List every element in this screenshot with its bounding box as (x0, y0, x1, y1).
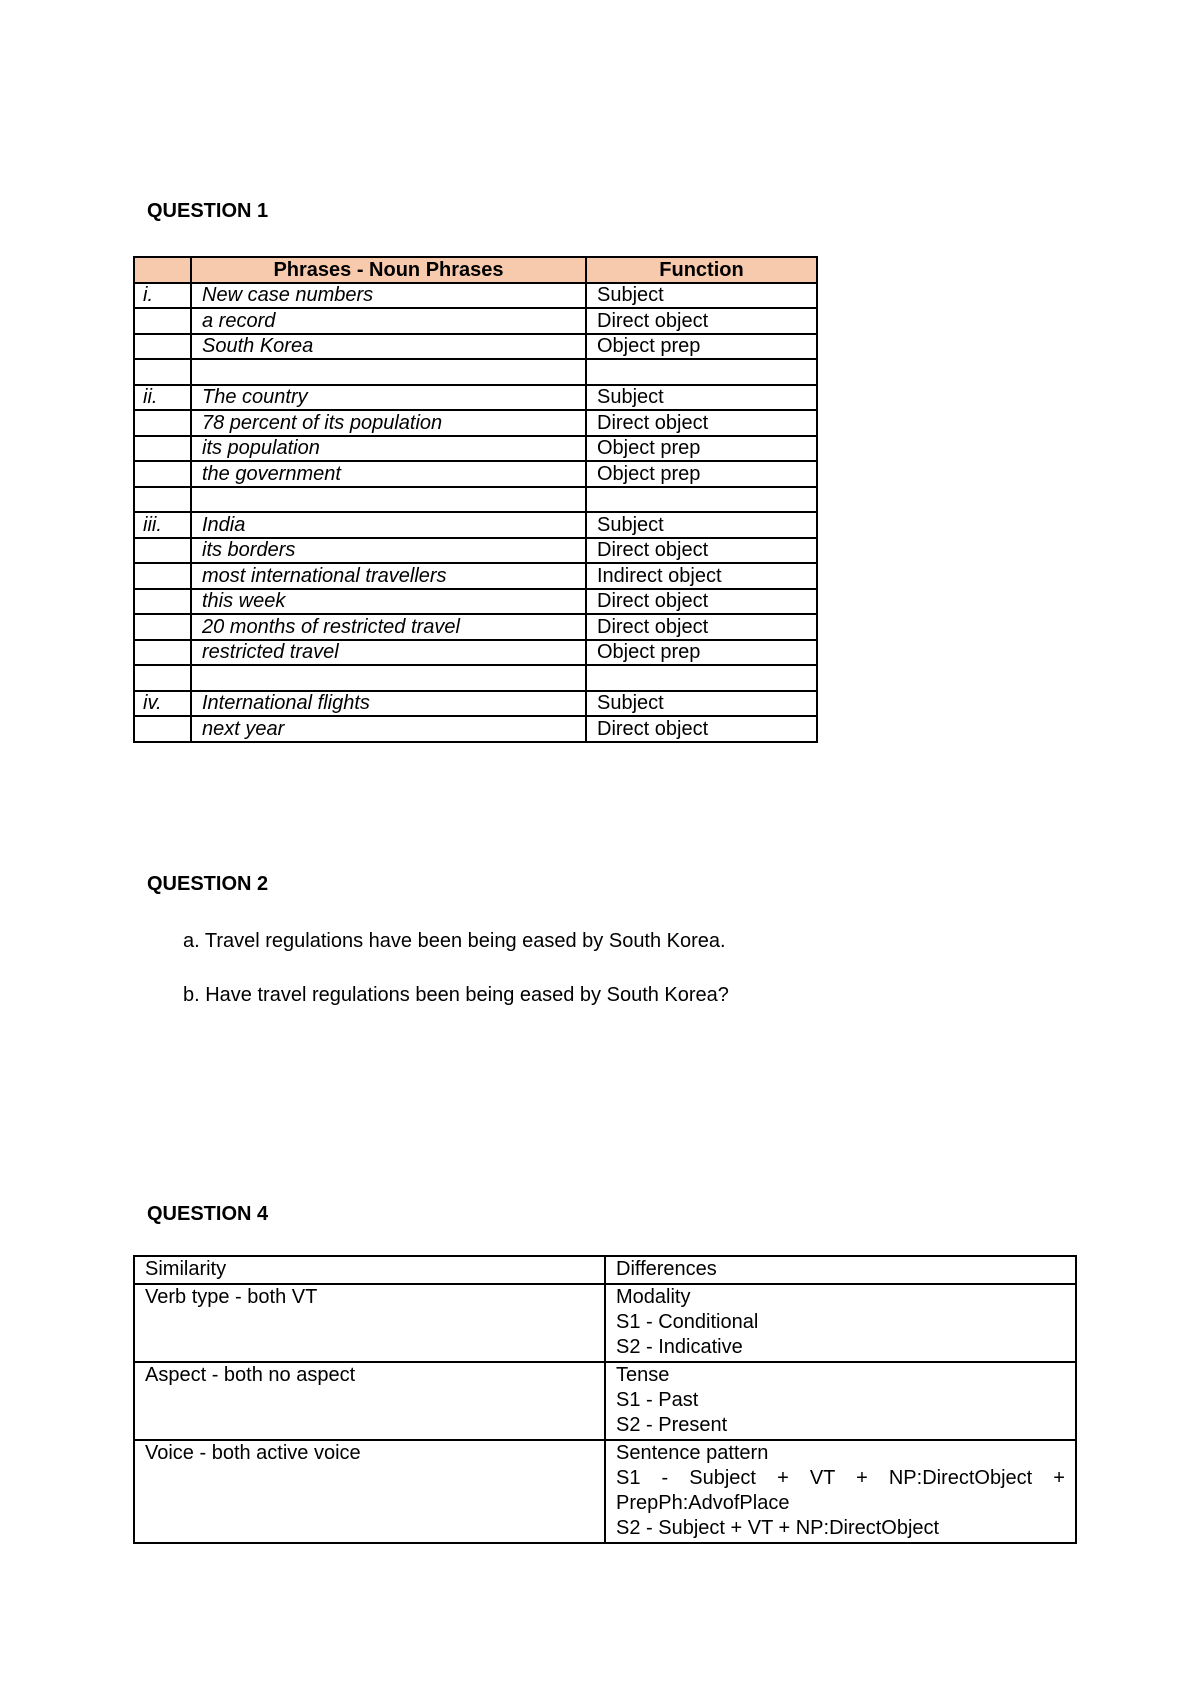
difference-s2: S2 - Present (616, 1414, 728, 1436)
function-cell: Object prep (586, 461, 817, 487)
phrase-cell: The country (191, 385, 586, 411)
table-row (134, 436, 817, 462)
difference-title: Modality (616, 1286, 691, 1308)
differences-cell (605, 1284, 1076, 1362)
difference-title: Sentence pattern (616, 1442, 769, 1464)
phrase-cell: most international travellers (191, 563, 586, 589)
function-cell: Direct object (586, 410, 817, 436)
difference-title: Tense (616, 1364, 670, 1386)
table-header-row (134, 257, 817, 283)
difference-s1: S1 - Conditional (616, 1311, 759, 1333)
phrase-cell: this week (191, 589, 586, 615)
row-number (134, 716, 191, 742)
table-row (134, 614, 817, 640)
row-number (134, 487, 191, 513)
table-row (134, 665, 817, 691)
row-number (134, 665, 191, 691)
row-number (134, 334, 191, 360)
phrase-cell (191, 359, 586, 385)
table-row (134, 538, 817, 564)
phrase-cell: New case numbers (191, 283, 586, 309)
table-row (134, 410, 817, 436)
differences-cell (605, 1362, 1076, 1440)
function-cell (586, 665, 817, 691)
phrase-cell (191, 487, 586, 513)
table-row (134, 1284, 1076, 1362)
phrase-cell: its population (191, 436, 586, 462)
row-number (134, 436, 191, 462)
row-number (134, 461, 191, 487)
similarity-cell (134, 1440, 605, 1543)
table-row (134, 308, 817, 334)
function-cell: Subject (586, 512, 817, 538)
phrase-cell: International flights (191, 691, 586, 717)
table-row (134, 1440, 1076, 1543)
phrase-cell: restricted travel (191, 640, 586, 666)
table-row (134, 359, 817, 385)
table-row (134, 461, 817, 487)
noun-phrases-table (133, 256, 818, 743)
function-cell: Object prep (586, 436, 817, 462)
phrase-cell: its borders (191, 538, 586, 564)
function-cell: Object prep (586, 334, 817, 360)
differences-cell (605, 1440, 1076, 1543)
difference-s2: S2 - Subject + VT + NP:DirectObject (616, 1517, 940, 1539)
function-cell: Object prep (586, 640, 817, 666)
table-row (134, 385, 817, 411)
similarity-cell (134, 1362, 605, 1440)
row-number: iii. (134, 512, 191, 538)
phrases-column-header: Phrases - Noun Phrases (191, 257, 586, 283)
similarity-text: Verb type - both VT (145, 1286, 318, 1308)
function-column-header: Function (586, 257, 817, 283)
phrase-cell: a record (191, 308, 586, 334)
row-number (134, 359, 191, 385)
function-cell: Subject (586, 283, 817, 309)
similarity-header: Similarity (134, 1256, 605, 1284)
row-number: i. (134, 283, 191, 309)
phrase-cell (191, 665, 586, 691)
row-number (134, 589, 191, 615)
table-row (134, 691, 817, 717)
phrase-cell: 78 percent of its population (191, 410, 586, 436)
row-number (134, 640, 191, 666)
answer-b: b. Have travel regulations been being eased by South Korea? (183, 984, 729, 1006)
table-row (134, 512, 817, 538)
row-number: ii. (134, 385, 191, 411)
row-number (134, 308, 191, 334)
table-header-row (134, 1256, 1076, 1284)
function-cell: Direct object (586, 538, 817, 564)
difference-s1: S1 - Subject + VT + NP:DirectObject + PrepPh:AdvofPlace (616, 1467, 1065, 1514)
difference-s2: S2 - Indicative (616, 1336, 743, 1358)
similarity-text: Voice - both active voice (145, 1442, 361, 1464)
table-row (134, 640, 817, 666)
row-number (134, 410, 191, 436)
row-number (134, 614, 191, 640)
function-cell: Direct object (586, 589, 817, 615)
phrase-cell: the government (191, 461, 586, 487)
difference-s1: S1 - Past (616, 1389, 699, 1411)
function-cell (586, 487, 817, 513)
comparison-table (133, 1255, 1077, 1544)
function-cell: Direct object (586, 716, 817, 742)
phrase-cell: India (191, 512, 586, 538)
function-cell: Direct object (586, 614, 817, 640)
table-row (134, 487, 817, 513)
function-cell: Subject (586, 691, 817, 717)
question-4-heading: QUESTION 4 (147, 1203, 269, 1225)
differences-header: Differences (605, 1256, 1076, 1284)
phrase-cell: 20 months of restricted travel (191, 614, 586, 640)
table-row (134, 334, 817, 360)
question-1-heading: QUESTION 1 (147, 200, 269, 222)
question-2-heading: QUESTION 2 (147, 873, 269, 895)
similarity-cell (134, 1284, 605, 1362)
table-row (134, 1362, 1076, 1440)
function-cell: Indirect object (586, 563, 817, 589)
function-cell (586, 359, 817, 385)
number-column-header (134, 257, 191, 283)
table-row (134, 283, 817, 309)
row-number (134, 538, 191, 564)
answer-a: a. Travel regulations have been being eased by South Korea. (183, 930, 726, 952)
function-cell: Subject (586, 385, 817, 411)
table-row (134, 589, 817, 615)
row-number: iv. (134, 691, 191, 717)
phrase-cell: next year (191, 716, 586, 742)
function-cell: Direct object (586, 308, 817, 334)
table-row (134, 563, 817, 589)
phrase-cell: South Korea (191, 334, 586, 360)
table-row (134, 716, 817, 742)
row-number (134, 563, 191, 589)
similarity-text: Aspect - both no aspect (145, 1364, 356, 1386)
